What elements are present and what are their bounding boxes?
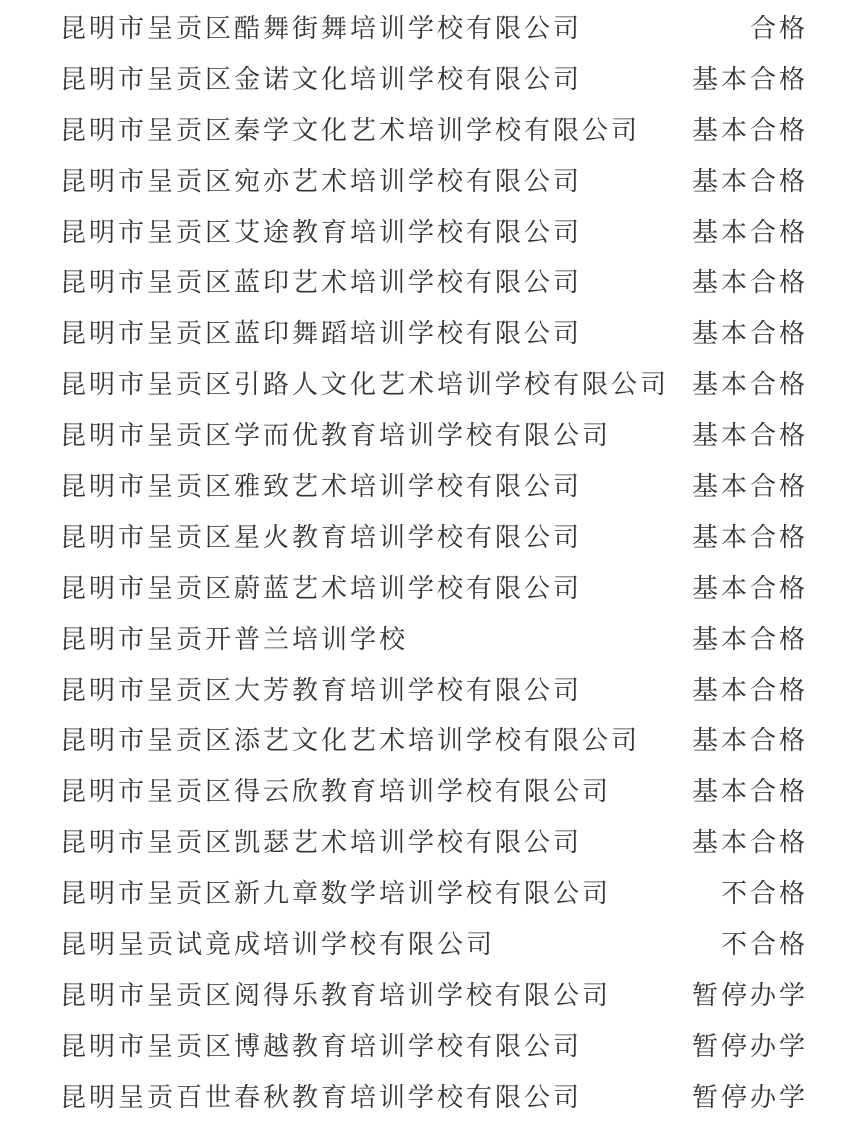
list-item xyxy=(60,1073,808,1124)
list-item xyxy=(60,309,808,360)
school-name: 昆明市呈贡区引路人文化艺术培训学校有限公司 xyxy=(60,370,670,401)
evaluation-result: 基本合格 xyxy=(691,522,808,553)
school-name: 昆明市呈贡区学而优教育培训学校有限公司 xyxy=(60,421,612,452)
list-item xyxy=(60,411,808,462)
list-item xyxy=(60,208,808,259)
evaluation-result: 基本合格 xyxy=(691,166,808,197)
evaluation-result: 合格 xyxy=(749,14,808,44)
school-evaluation-list xyxy=(60,4,808,1124)
school-name: 昆明市呈贡区阅得乐教育培训学校有限公司 xyxy=(60,980,612,1011)
evaluation-result: 不合格 xyxy=(720,930,808,961)
list-item xyxy=(60,360,808,411)
list-item xyxy=(60,716,808,767)
evaluation-result: 暂停办学 xyxy=(691,1031,808,1062)
list-item xyxy=(60,869,808,920)
list-item xyxy=(60,615,808,666)
list-item xyxy=(60,666,808,717)
school-name: 昆明市呈贡区艾途教育培训学校有限公司 xyxy=(60,217,583,248)
list-item xyxy=(60,767,808,818)
school-name: 昆明市呈贡区博越教育培训学校有限公司 xyxy=(60,1031,583,1062)
school-name: 昆明市呈贡区酷舞街舞培训学校有限公司 xyxy=(60,14,583,44)
evaluation-result: 暂停办学 xyxy=(691,1082,808,1113)
school-name: 昆明市呈贡区新九章数学培训学校有限公司 xyxy=(60,879,612,910)
evaluation-result: 基本合格 xyxy=(691,777,808,808)
evaluation-result: 基本合格 xyxy=(691,217,808,248)
school-name: 昆明市呈贡开普兰培训学校 xyxy=(60,624,409,655)
list-item xyxy=(60,971,808,1022)
list-item xyxy=(60,258,808,309)
list-item xyxy=(60,513,808,564)
evaluation-result: 基本合格 xyxy=(691,115,808,146)
school-name: 昆明市呈贡区金诺文化培训学校有限公司 xyxy=(60,64,583,95)
list-item xyxy=(60,4,808,55)
list-item xyxy=(60,55,808,106)
school-name: 昆明市呈贡区星火教育培训学校有限公司 xyxy=(60,522,583,553)
school-name: 昆明市呈贡区蔚蓝艺术培训学校有限公司 xyxy=(60,573,583,604)
list-item xyxy=(60,818,808,869)
evaluation-result: 基本合格 xyxy=(691,472,808,503)
evaluation-result: 基本合格 xyxy=(691,64,808,95)
evaluation-result: 基本合格 xyxy=(691,573,808,604)
evaluation-result: 基本合格 xyxy=(691,319,808,350)
school-name: 昆明市呈贡区宛亦艺术培训学校有限公司 xyxy=(60,166,583,197)
evaluation-result: 基本合格 xyxy=(691,421,808,452)
school-name: 昆明呈贡试竟成培训学校有限公司 xyxy=(60,930,496,961)
school-name: 昆明市呈贡区蓝印舞蹈培训学校有限公司 xyxy=(60,319,583,350)
school-name: 昆明市呈贡区蓝印艺术培训学校有限公司 xyxy=(60,268,583,299)
evaluation-result: 基本合格 xyxy=(691,268,808,299)
list-item xyxy=(60,462,808,513)
evaluation-result: 基本合格 xyxy=(691,675,808,706)
school-name: 昆明市呈贡区添艺文化艺术培训学校有限公司 xyxy=(60,726,641,757)
evaluation-result: 基本合格 xyxy=(691,370,808,401)
list-item xyxy=(60,564,808,615)
school-name: 昆明市呈贡区大芳教育培训学校有限公司 xyxy=(60,675,583,706)
list-item xyxy=(60,920,808,971)
list-item xyxy=(60,157,808,208)
evaluation-result: 基本合格 xyxy=(691,828,808,859)
list-item xyxy=(60,106,808,157)
evaluation-result: 基本合格 xyxy=(691,624,808,655)
school-name: 昆明市呈贡区雅致艺术培训学校有限公司 xyxy=(60,472,583,503)
school-name: 昆明呈贡百世春秋教育培训学校有限公司 xyxy=(60,1082,583,1113)
school-name: 昆明市呈贡区得云欣教育培训学校有限公司 xyxy=(60,777,612,808)
evaluation-result: 不合格 xyxy=(720,879,808,910)
school-name: 昆明市呈贡区秦学文化艺术培训学校有限公司 xyxy=(60,115,641,146)
evaluation-result: 暂停办学 xyxy=(691,980,808,1011)
list-item xyxy=(60,1022,808,1073)
evaluation-result: 基本合格 xyxy=(691,726,808,757)
school-name: 昆明市呈贡区凯瑟艺术培训学校有限公司 xyxy=(60,828,583,859)
